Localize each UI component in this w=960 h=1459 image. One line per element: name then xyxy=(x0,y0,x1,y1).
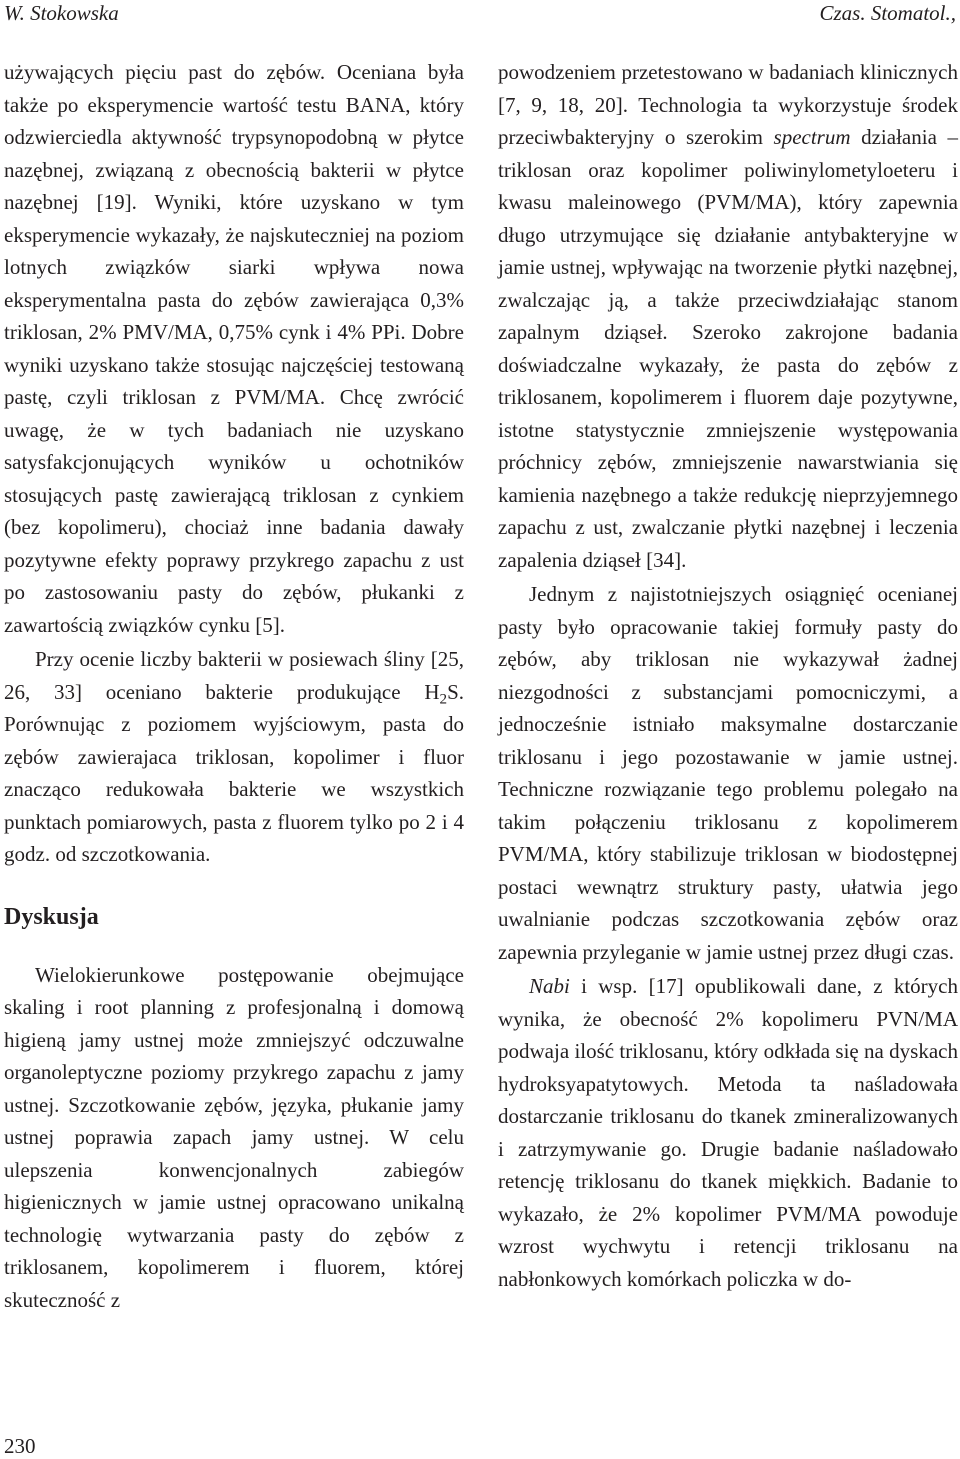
right-column xyxy=(498,56,958,1295)
paragraph xyxy=(498,970,958,1295)
paragraph-text: działania – triklosan oraz kopolimer poliwinylometyloeteru i kwasu maleinowego (PVM/MA), który zapewnia długo utrzymujące się działanie antybakteryjne w jamie ustnej, wpływając na tworzenie płytki nazębnej, zwalczając ją, a także przeciwdziałając stanom zapalnym dziąseł. Szeroko zakrojone badania doświadczalne wykazały, że pasta do zębów z triklosanem, kopolimerem i fluorem daje pozytywne, istotne statystycznie zmniejszenie występowania próchnicy zębów, zmniejszenie nawarstwiania się kamienia nazębnego a także redukcję nieprzyjemnego zapachu z ust, zwalczanie płytki nazębnej i leczenia zapalenia dziąseł [34]. xyxy=(498,125,958,572)
section-heading: Dyskusja xyxy=(4,903,99,930)
paragraph xyxy=(498,56,958,576)
italic-term: spectrum xyxy=(773,125,851,149)
paragraph: używających pięciu past do zębów. Oceniana była także po eksperymencie wartość testu BANA, który odzwierciedla aktywność trypsynopodobną w płytce nazębnej, związaną z obecnością bakterii w płytce nazębnej [19]. Wyniki, które uzyskano w tym eksperymencie wykazały, że najskuteczniej na poziom lotnych związków siarki wpływa nowa eksperymentalna pasta do zębów zawierająca 0,3% triklosan, 2% PMV/MA, 0,75% cynk i 4% PPi. Dobre wyniki uzyskano także stosując najczęściej testowaną pastę, czyli triklosan z PVM/MA. Chcę zwrócić uwagę, że w tych badaniach nie uzyskano satysfakcjonujących wyników u ochotników stosujących pastę zawierającą triklosan z cynkiem (bez kopolimeru), chociaż inne badania dawały pozytywne efekty poprawy przykrego zapachu z ust po zastosowaniu pasty do zębów, płukanki z zawartością związków cynku [5]. xyxy=(4,60,464,637)
running-header-journal: Czas. Stomatol., xyxy=(819,1,956,25)
left-column xyxy=(4,56,464,1316)
paragraph: Jednym z najistotniejszych osiągnięć ocenianej pasty było opracowanie takiej formuły pasty do zębów, aby triklosan nie wykazywał żadnej niezgodności z substancjami pomocniczymi, a jednocześnie istniało maksymalne dostarczanie triklosanu i jego pozostawanie w jamie ustnej. Techniczne rozwiązanie tego problemu polegało na takim połączeniu triklosanu z kopolimerem PVM/MA, który stabilizuje triklosan w biodostępnej postaci wewnątrz struktury pasty, ułatwia jego uwalnianie podczas szczotkowania zębów oraz zapewnia przyleganie w jamie ustnej przez długi czas. xyxy=(498,582,958,964)
paragraph-text: powodzeniem przetestowano w badaniach klinicznych [7, 9, 18, 20]. Technologia ta wykorzystuje środek przeciwbakteryjny o szerokim xyxy=(498,60,958,149)
paragraph-text: Przy ocenie liczby bakterii w posiewach śliny [25, 26, 33] oceniano bakterie produkujące H xyxy=(4,647,464,704)
paragraph xyxy=(4,643,464,871)
subscript: 2 xyxy=(439,691,448,708)
author-name: Nabi xyxy=(529,974,570,998)
page-number: 230 xyxy=(4,1434,36,1458)
paragraph: Wielokierunkowe postępowanie obejmujące skaling i root planning z profesjonalną i domową higieną jamy ustnej może zmniejszyć odczuwalne organoleptyczne poziomy przykrego zapachu z jamy ustnej. Szczotkowanie zębów, języka, płukanie jamy ustnej poprawia zapach jamy ustnej. W celu ulepszenia konwencjonalnych zabiegów higienicznych w jamie ustnej opracowano unikalną technologię wytwarzania pasty do zębów z triklosanem, kopolimerem i fluorem, której skuteczność z xyxy=(4,962,464,1312)
running-header-author: W. Stokowska xyxy=(4,1,119,25)
paragraph-text: i wsp. [17] opublikowali dane, z których wynika, że obecność 2% kopolimeru PVN/MA podwaja ilość triklosanu, który odkłada się na dyskach hydroksyapatytowych. Metoda ta naśladowała dostarczanie triklosanu do tkanek zmineralizowanych i zatrzymywanie go. Drugie badanie naśladowało retencję triklosanu do tkanek miękkich. Badanie to wykazało, że 2% kopolimer PVM/MA powoduje wzrost wychwytu i retencji triklosanu na nabłonkowych komórkach policzka w do- xyxy=(498,974,958,1291)
paragraph-text: S. Porównując z poziomem wyjściowym, pasta do zębów zawierajaca triklosan, kopolimer i fluor znacząco redukowała bakterie we wszystkich punktach pomiarowych, pasta z fluorem tylko po 2 i 4 godz. od szczotkowania. xyxy=(4,679,464,866)
